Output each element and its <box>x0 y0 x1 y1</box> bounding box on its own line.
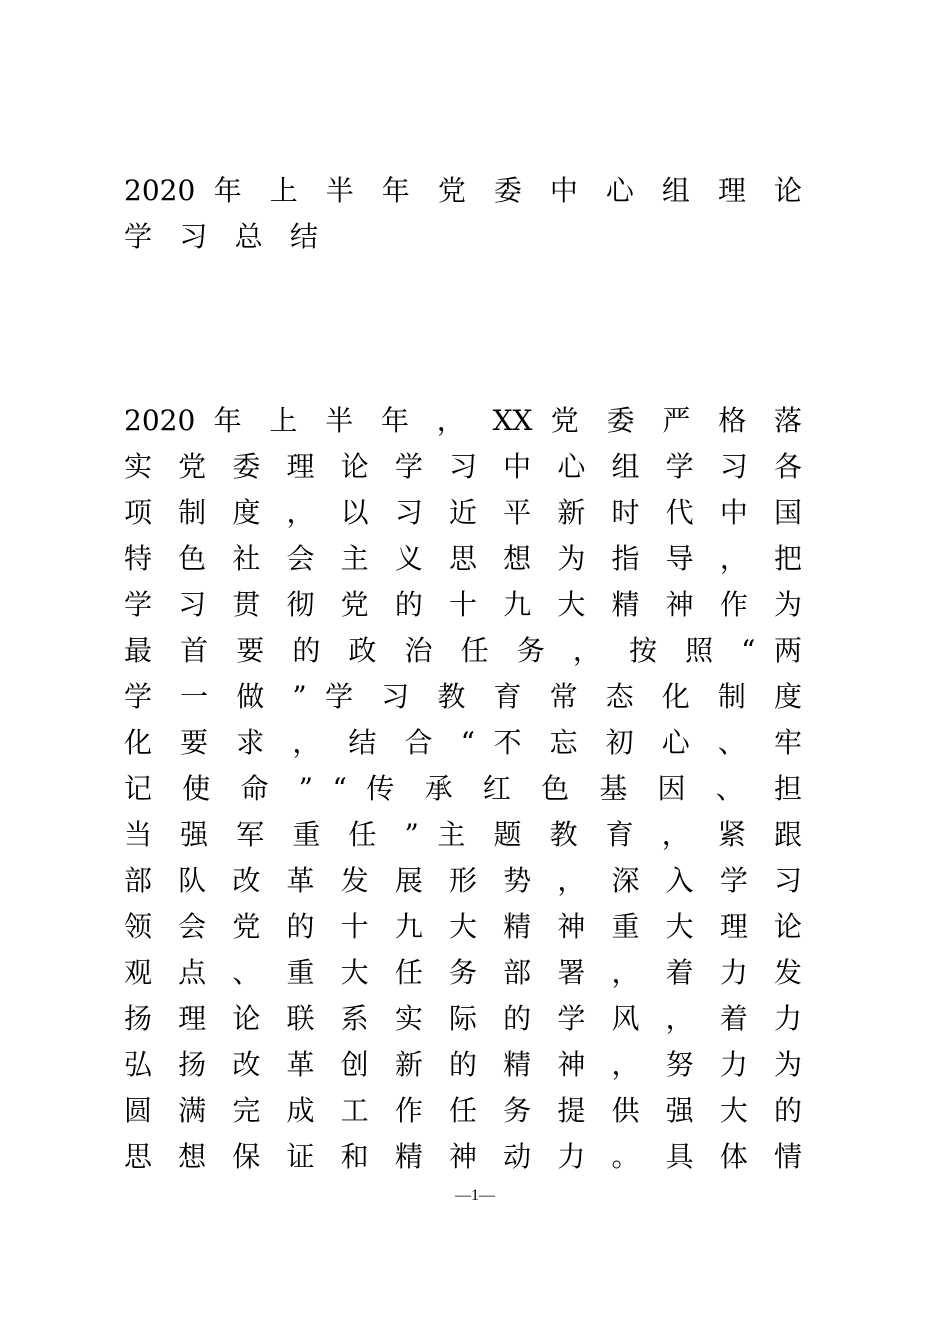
body-line: 当 强 军 重 任 ” 主 题 教 育 ， 紧 跟 <box>124 818 802 851</box>
body-line: 部 队 改 革 发 展 形 势 ， 深 入 学 习 <box>124 864 802 897</box>
body-line: 圆 满 完 成 工 作 任 务 提 供 强 大 的 <box>124 1094 802 1127</box>
body-line: 学 习 贯 彻 党 的 十 九 大 精 神 作 为 <box>124 588 802 621</box>
body-line: 化 要 求 ， 结 合 “ 不 忘 初 心 、 牢 <box>124 726 802 759</box>
document-title-line-1: 2020 年 上 半 年 党 委 中 心 组 理 论 <box>124 174 802 207</box>
body-line: 思 想 保 证 和 精 神 动 力 。 具 体 情 <box>124 1140 802 1173</box>
body-line: 观 点 、 重 大 任 务 部 署 ， 着 力 发 <box>124 956 802 989</box>
body-line: 2020 年 上 半 年 ， XX 党 委 严 格 落 <box>124 404 802 437</box>
body-line: 扬 理 论 联 系 实 际 的 学 风 ， 着 力 <box>124 1002 802 1035</box>
body-line: 项 制 度 ， 以 习 近 平 新 时 代 中 国 <box>124 496 802 529</box>
body-line: 最 首 要 的 政 治 任 务 ， 按 照 “ 两 <box>124 634 802 667</box>
page-number: —1— <box>455 1187 495 1204</box>
body-line: 领 会 党 的 十 九 大 精 神 重 大 理 论 <box>124 910 802 943</box>
body-line: 记 使 命 ” “ 传 承 红 色 基 因 、 担 <box>124 772 802 805</box>
body-line: 学 一 做 ” 学 习 教 育 常 态 化 制 度 <box>124 680 802 713</box>
body-line: 实 党 委 理 论 学 习 中 心 组 学 习 各 <box>124 450 802 483</box>
body-line: 特 色 社 会 主 义 思 想 为 指 导 ， 把 <box>124 542 802 575</box>
body-line: 弘 扬 改 革 创 新 的 精 神 ， 努 力 为 <box>124 1048 802 1081</box>
document-title-line-2: 学 习 总 结 <box>124 220 318 253</box>
